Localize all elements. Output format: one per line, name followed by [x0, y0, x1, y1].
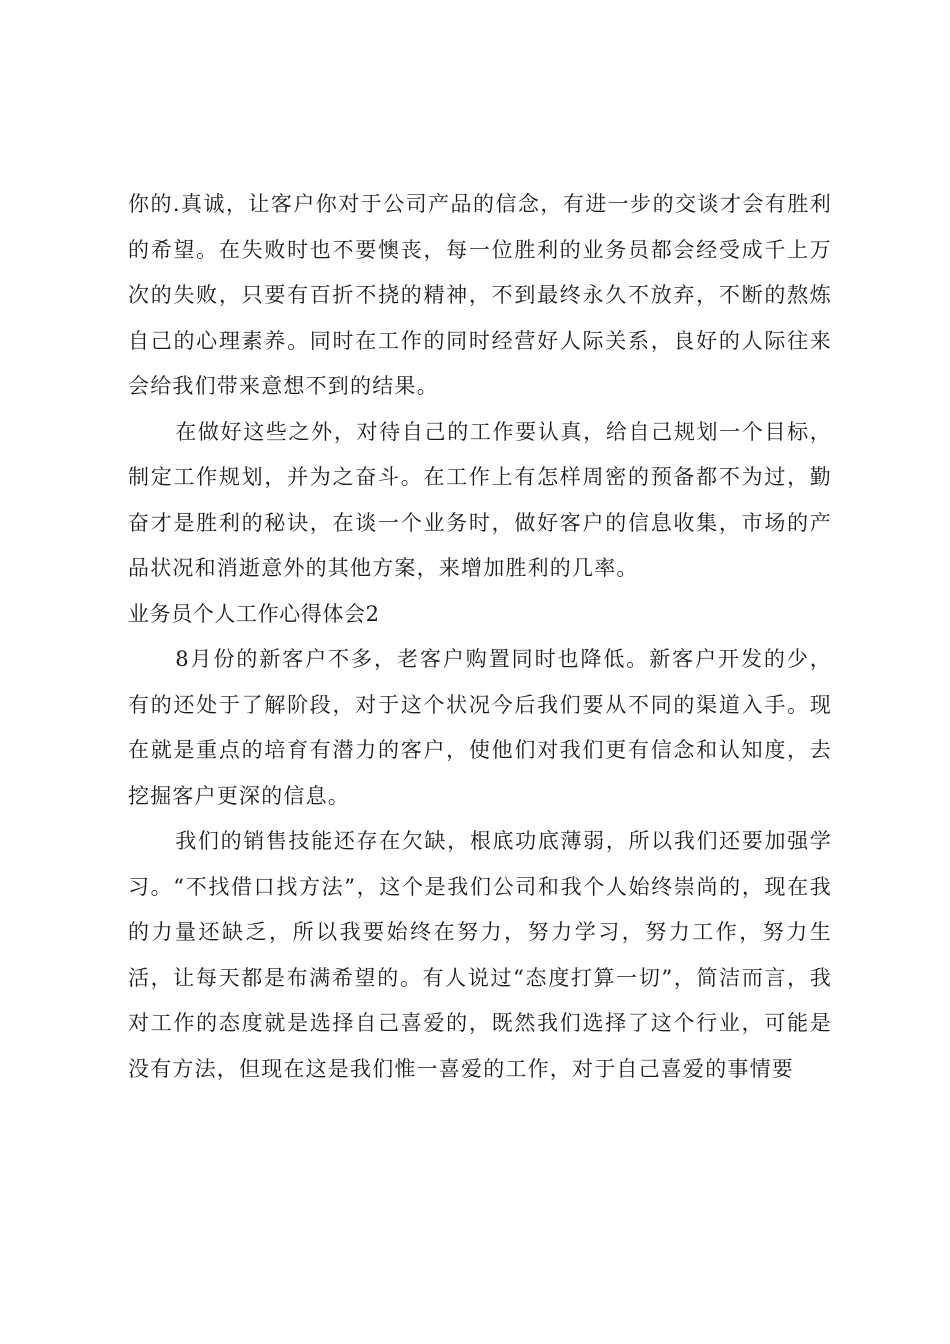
document-body [128, 182, 832, 1092]
paragraph-continuation: 你的.真诚，让客户你对于公司产品的信念，有进一步的交谈才会有胜利的希望。在失败时也不要懊丧，每一位胜利的业务员都会经受成千上万次的失败，只要有百折不挠的精神，不到最终永久不放弃，不断的熬炼自己的心理素养。同时在工作的同时经营好人际关系，良好的人际往来会给我们带来意想不到的结果。 [128, 192, 832, 398]
paragraph-sales-skills: 我们的销售技能还存在欠缺，根底功底薄弱，所以我们还要加强学习。“不找借口找方法”，这个是我们公司和我个人始终崇尚的，现在我的力量还缺乏，所以我要始终在努力，努力学习，努力工作，努力生活，让每天都是布满希望的。有人说过“态度打算一切”，简洁而言，我对工作的态度就是选择自己喜爱的，既然我们选择了这个行业，可能是没有方法，但现在这是我们惟一喜爱的工作，对于自己喜爱的事情要 [128, 829, 832, 1081]
section-heading: 业务员个人工作心得体会2 [128, 601, 380, 626]
paragraph-goals: 在做好这些之外，对待自己的工作要认真，给自己规划一个目标，制定工作规划，并为之奋斗。在工作上有怎样周密的预备都不为过，勤奋才是胜利的秘诀，在谈一个业务时，做好客户的信息收集，市场的产品状况和消逝意外的其他方案，来增加胜利的几率。 [128, 419, 832, 580]
paragraph-august-clients: 8月份的新客户不多，老客户购置同时也降低。新客户开发的少，有的还处于了解阶段，对于这个状况今后我们要从不同的渠道入手。现在就是重点的培育有潜力的客户，使他们对我们更有信念和认知度，去挖掘客户更深的信息。 [128, 647, 832, 808]
